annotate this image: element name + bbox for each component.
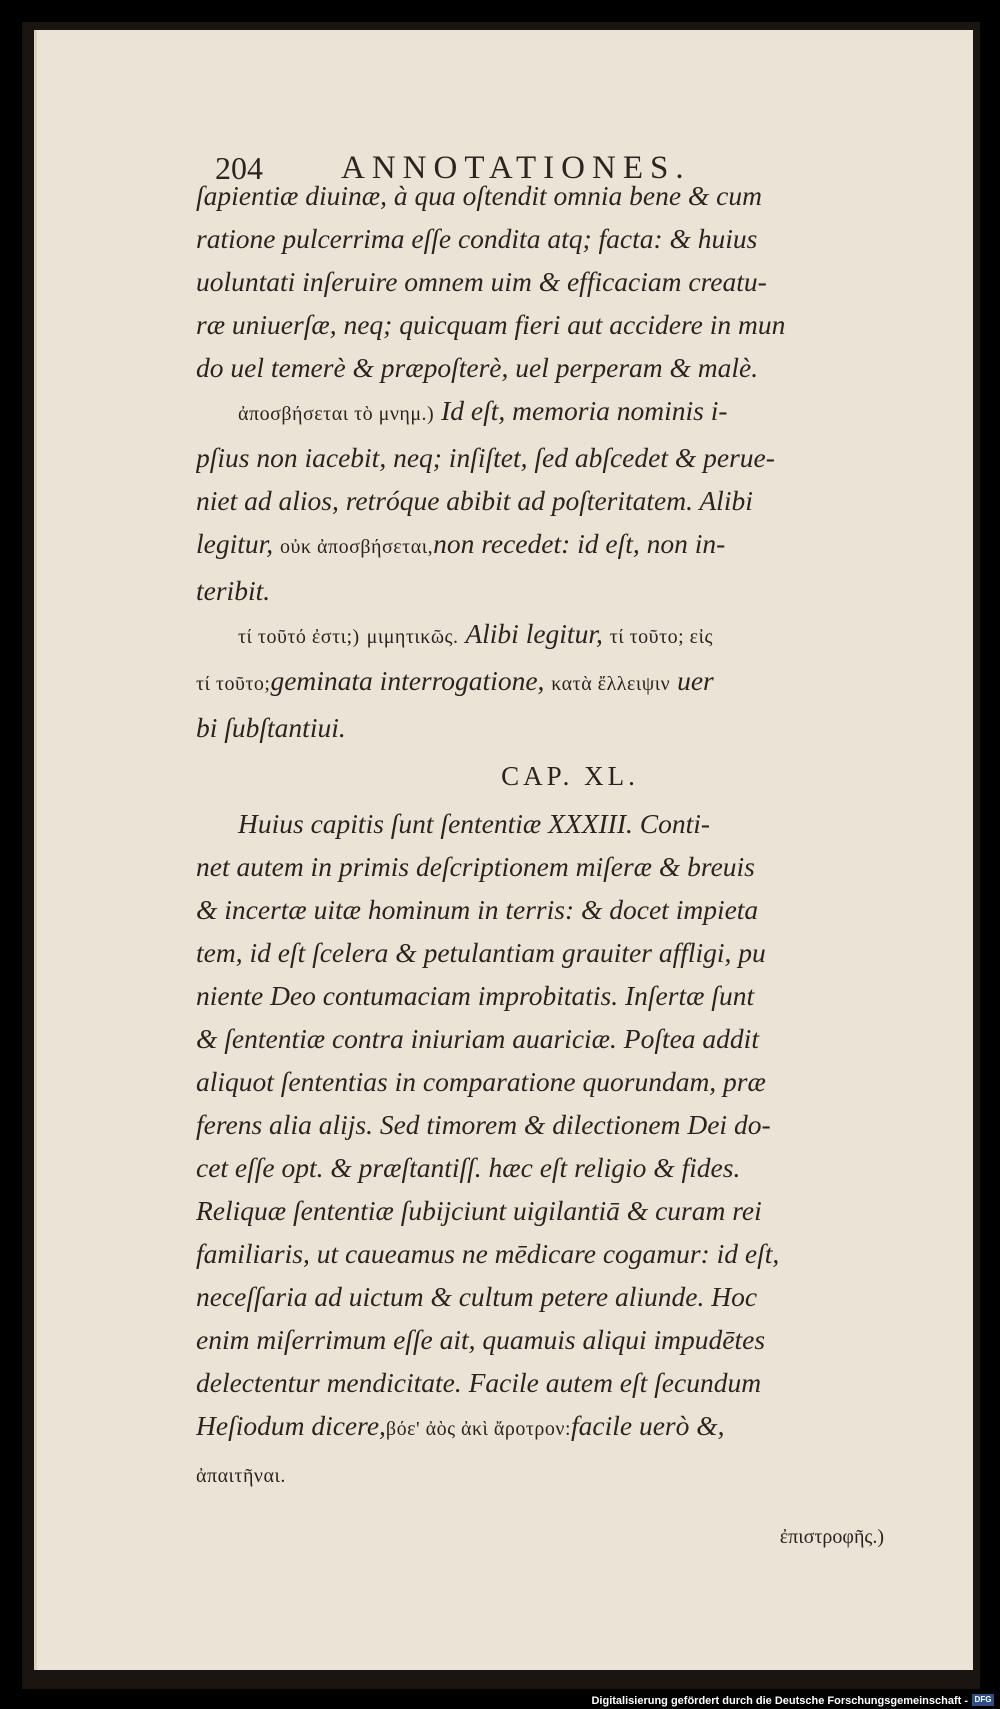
text-line: neceſſaria ad uictum & cultum petere aliunde. Hoc — [196, 1281, 758, 1312]
text-segment: Alibi legitur, — [465, 618, 603, 649]
text-segment: uer — [677, 665, 714, 696]
chapter-heading: CAP. XL. — [501, 761, 639, 791]
text-line: familiaris, ut caueamus ne mēdicare cogamur: id eſt, — [196, 1238, 780, 1269]
text-line: bi ſubſtantiui. — [196, 712, 346, 743]
dfg-logo: DFG — [972, 1694, 994, 1706]
text-segment: Id eſt, memoria nominis i- — [441, 395, 728, 426]
greek-lemma: τί τοῦτό ἐστι;) — [238, 626, 360, 648]
text-line: delectentur mendicitate. Facile autem eſt ſecundum — [196, 1367, 762, 1398]
text-line: ferens alia alijs. Sed timorem & dilectionem Dei do- — [196, 1109, 771, 1140]
text-line — [196, 522, 904, 569]
text-line: & ſententiæ contra iniuriam auariciæ. Poſtea addit — [196, 1023, 759, 1054]
catchword: ἐπιστροφῆς.) — [779, 1526, 884, 1548]
text-line: teribit. — [196, 575, 271, 606]
text-block — [196, 174, 904, 1559]
text-line — [196, 659, 904, 706]
greek-phrase: τί τοῦτο; εἰς — [609, 626, 713, 648]
greek-phrase: οὐκ ἀποσβήσεται, — [280, 536, 434, 558]
text-line — [196, 612, 904, 659]
text-segment: legitur, — [196, 528, 274, 559]
text-line: niente Deo contumaciam improbitatis. Inſertæ ſunt — [196, 980, 755, 1011]
text-segment: Heſiodum dicere, — [196, 1410, 386, 1441]
text-line: ræ uniuerſæ, neq; quicquam fieri aut accidere in mun — [196, 309, 786, 340]
running-head: ANNOTATIONES. — [341, 150, 691, 186]
page-number: 204 — [215, 150, 263, 186]
text-line: Huius capitis ſunt ſententiæ XXXIII. Conti- — [238, 808, 711, 839]
greek-phrase: βόε' ἀὸς ἀκὶ ἄροτρον: — [385, 1418, 571, 1440]
text-line: uoluntati inſeruire omnem uim & efficaciam creatu- — [196, 266, 767, 297]
text-line: pſius non iacebit, neq; inſiſtet, ſed abſcedet & perue- — [196, 442, 775, 473]
text-line: net autem in primis deſcriptionem miſeræ & breuis — [196, 851, 755, 882]
text-segment: non recedet: id eſt, non in- — [433, 528, 726, 559]
text-line: cet eſſe opt. & præſtantiſſ. hæc eſt religio & fides. — [196, 1152, 741, 1183]
text-line: tem, id eſt ſcelera & petulantiam grauiter affligi, pu — [196, 937, 766, 968]
text-line: niet ad alios, retróque abibit ad poſteritatem. Alibi — [196, 485, 753, 516]
text-line: enim miſerrimum eſſe ait, quamuis aliqui impudētes — [196, 1324, 766, 1355]
text-line: & incertæ uitæ hominum in terris: & docet impieta — [196, 894, 759, 925]
text-line: aliquot ſententias in comparatione quorundam, præ — [196, 1066, 766, 1097]
text-line: Reliquæ ſententiæ ſubijciunt uigilantiā & curam rei — [196, 1195, 762, 1226]
footer-credit: Digitalisierung gefördert durch die Deutsche Forschungsgemeinschaft - — [591, 1695, 968, 1707]
text-line: ſapientiæ diuinæ, à qua oſtendit omnia bene & cum — [196, 180, 762, 211]
greek-phrase: τί τοῦτο; — [196, 673, 271, 695]
text-line — [196, 389, 904, 436]
text-segment: geminata interrogatione, — [270, 665, 545, 696]
footer-strip — [0, 1689, 1000, 1709]
greek-phrase: κατὰ ἔλλειψιν — [551, 673, 671, 695]
greek-phrase: ἀπαιτῆναι. — [196, 1465, 286, 1487]
text-line — [196, 1404, 904, 1451]
text-line — [196, 1451, 904, 1498]
text-line: ratione pulcerrima eſſe condita atq; facta: & huius — [196, 223, 758, 254]
greek-lemma: ἀποσβήσεται τὸ μνημ.) — [238, 403, 435, 425]
text-line: do uel temerè & præpoſterè, uel perperam & malè. — [196, 352, 759, 383]
greek-phrase: μιμητικῶς. — [366, 626, 459, 648]
text-segment: facile uerò &, — [571, 1410, 725, 1441]
